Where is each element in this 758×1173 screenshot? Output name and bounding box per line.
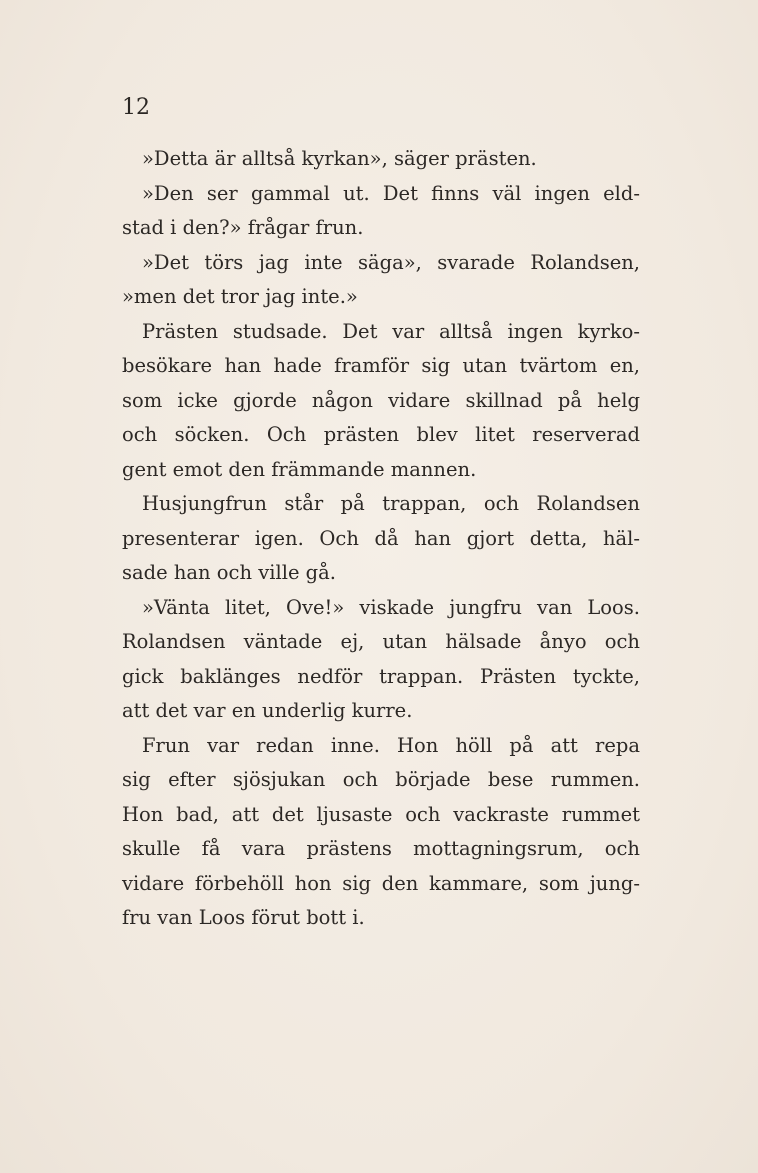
text-line: gent emot den främmande mannen. [122,457,477,481]
text-line: sade han och ville gå. [122,561,336,584]
page-number: 12 [122,95,150,120]
text-line: besökare han hade framför sig utan tvärtom en, [122,354,640,377]
text-line: fru van Loos förut bott i. [122,906,365,929]
text-line: Rolandsen väntade ej, utan hälsade ånyo och [122,630,640,653]
text-line: vidare förbehöll hon sig den kammare, som jung- [122,871,640,895]
text-line: Husjungfrun står på trappan, och Rolandsen [142,492,640,515]
text-line: stad i den?» frågar frun. [122,216,364,239]
text-line: Hon bad, att det ljusaste och vackraste rummet [122,802,640,826]
text-line: »Detta är alltså kyrkan», säger prästen. [142,147,537,170]
text-line: skulle få vara prästens mottagningsrum, och [122,837,640,860]
text-line: »Vänta litet, Ove!» viskade jungfru van Loos. [142,595,640,619]
text-line: »Den ser gammal ut. Det finns väl ingen eld- [142,181,640,205]
text-line: Frun var redan inne. Hon höll på att repa [142,733,640,757]
text-line: »Det törs jag inte säga», svarade Rolandsen, [142,250,640,274]
text-line: som icke gjorde någon vidare skillnad på helg [122,388,640,412]
text-line: Prästen studsade. Det var alltså ingen kyrko- [142,319,640,343]
text-line: gick baklänges nedför trappan. Prästen tyckte, [122,664,640,688]
text-line: presenterar igen. Och då han gjort detta, häl- [122,526,640,550]
text-line: »men det tror jag inte.» [122,285,358,308]
text-line: sig efter sjösjukan och började bese rummen. [122,768,640,791]
text-line: att det var en underlig kurre. [122,699,413,722]
text-line: och söcken. Och prästen blev litet reserverad [122,423,640,446]
body-text [122,142,640,936]
